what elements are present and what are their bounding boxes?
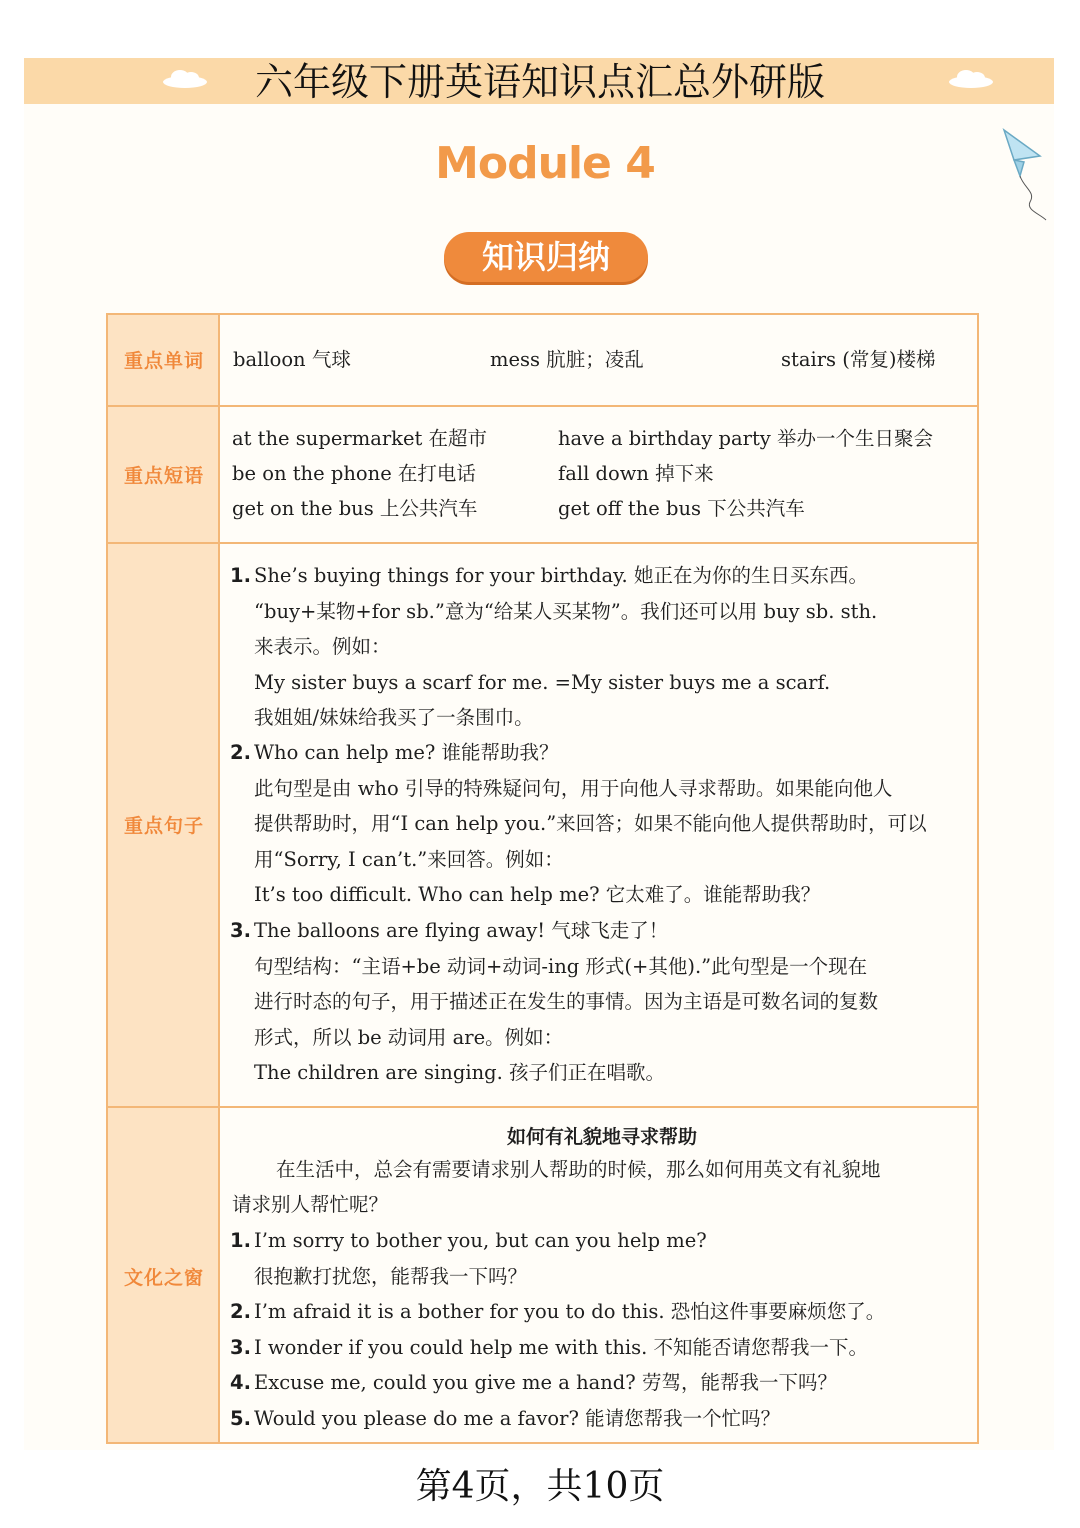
phrase-item: get on the bus 上公共汽车 xyxy=(232,497,478,520)
culture-item: I’m sorry to bother you, but can you help me? xyxy=(254,1229,707,1252)
phrase-item: fall down 掉下来 xyxy=(558,462,714,485)
phrase-item: be on the phone 在打电话 xyxy=(232,462,476,485)
sentence-main: Who can help me? 谁能帮助我？ xyxy=(254,741,559,764)
sentence-number: 1. xyxy=(230,564,251,587)
label-key-sentences: 重点句子 xyxy=(123,815,204,837)
sentence-number: 3. xyxy=(230,919,251,942)
document-title: 六年级下册英语知识点汇总外研版 xyxy=(254,60,825,104)
culture-item: I’m afraid it is a bother for you to do this. 恐怕这件事要麻烦您了。 xyxy=(254,1300,886,1323)
sentence-note: 进行时态的句子，用于描述正在发生的事情。因为主语是可数名词的复数 xyxy=(254,990,879,1013)
culture-item: Would you please do me a favor? 能请您帮我一个忙吗？ xyxy=(254,1407,781,1430)
sentence-note: 我姐姐/妹妹给我买了一条围巾。 xyxy=(254,706,534,729)
row-divider xyxy=(108,542,977,544)
sentence-main: The balloons are flying away! 气球飞走了！ xyxy=(254,919,669,942)
culture-item: Excuse me, could you give me a hand? 劳驾，能帮我一下吗？ xyxy=(254,1371,837,1394)
sentence-note: 来表示。例如： xyxy=(254,635,391,658)
phrase-item: have a birthday party 举办一个生日聚会 xyxy=(558,427,934,450)
label-key-phrases: 重点短语 xyxy=(123,465,204,487)
culture-number: 4. xyxy=(230,1371,251,1394)
sentence-note: The children are singing. 孩子们正在唱歌。 xyxy=(254,1061,666,1084)
row-divider xyxy=(108,405,977,407)
word-item: mess 肮脏；凌乱 xyxy=(490,348,644,371)
row-divider xyxy=(108,1106,977,1108)
sentence-main: She’s buying things for your birthday. 她正在为你的生日买东西。 xyxy=(254,564,868,587)
word-item: stairs (常复)楼梯 xyxy=(781,348,936,371)
sentence-note: It’s too difficult. Who can help me? 它太难了。谁能帮助我？ xyxy=(254,883,821,906)
culture-intro: 请求别人帮忙呢？ xyxy=(232,1193,389,1216)
sentence-note: 形式，所以 be 动词用 are。例如： xyxy=(254,1026,564,1049)
culture-item-translation: 很抱歉打扰您，能帮我一下吗？ xyxy=(254,1265,528,1288)
section-label-pill: 知识归纳 xyxy=(444,232,648,282)
sentence-note: 用“Sorry, I can’t.”来回答。例如： xyxy=(254,848,564,871)
sentence-number: 2. xyxy=(230,741,251,764)
culture-number: 2. xyxy=(230,1300,251,1323)
culture-number: 5. xyxy=(230,1407,251,1430)
page-footer: 第4页，共10页 xyxy=(415,1466,665,1507)
culture-intro: 在生活中，总会有需要请求别人帮助的时候，那么如何用英文有礼貌地 xyxy=(276,1158,881,1181)
sentence-note: “buy+某物+for sb.”意为“给某人买某物”。我们还可以用 buy sb. sth. xyxy=(254,600,878,623)
culture-heading: 如何有礼貌地寻求帮助 xyxy=(506,1126,697,1148)
knowledge-table xyxy=(106,313,979,1444)
module-title: Module 4 xyxy=(435,138,655,189)
culture-number: 3. xyxy=(230,1336,251,1359)
label-key-words: 重点单词 xyxy=(123,350,204,372)
sentence-note: 提供帮助时，用“I can help you.”来回答；如果不能向他人提供帮助时，可以 xyxy=(254,812,927,835)
label-culture-window: 文化之窗 xyxy=(123,1267,204,1289)
phrase-item: get off the bus 下公共汽车 xyxy=(558,497,805,520)
sentence-note: 句型结构：“主语+be 动词+动词-ing 形式(+其他).”此句型是一个现在 xyxy=(254,955,868,978)
culture-item: I wonder if you could help me with this. 不知能否请您帮我一下。 xyxy=(254,1336,869,1359)
phrase-item: at the supermarket 在超市 xyxy=(232,427,488,450)
sentence-note: 此句型是由 who 引导的特殊疑问句，用于向他人寻求帮助。如果能向他人 xyxy=(254,777,893,800)
culture-number: 1. xyxy=(230,1229,251,1252)
sentence-note: My sister buys a scarf for me. =My sister buys me a scarf. xyxy=(254,671,831,694)
word-item: balloon 气球 xyxy=(233,348,351,371)
